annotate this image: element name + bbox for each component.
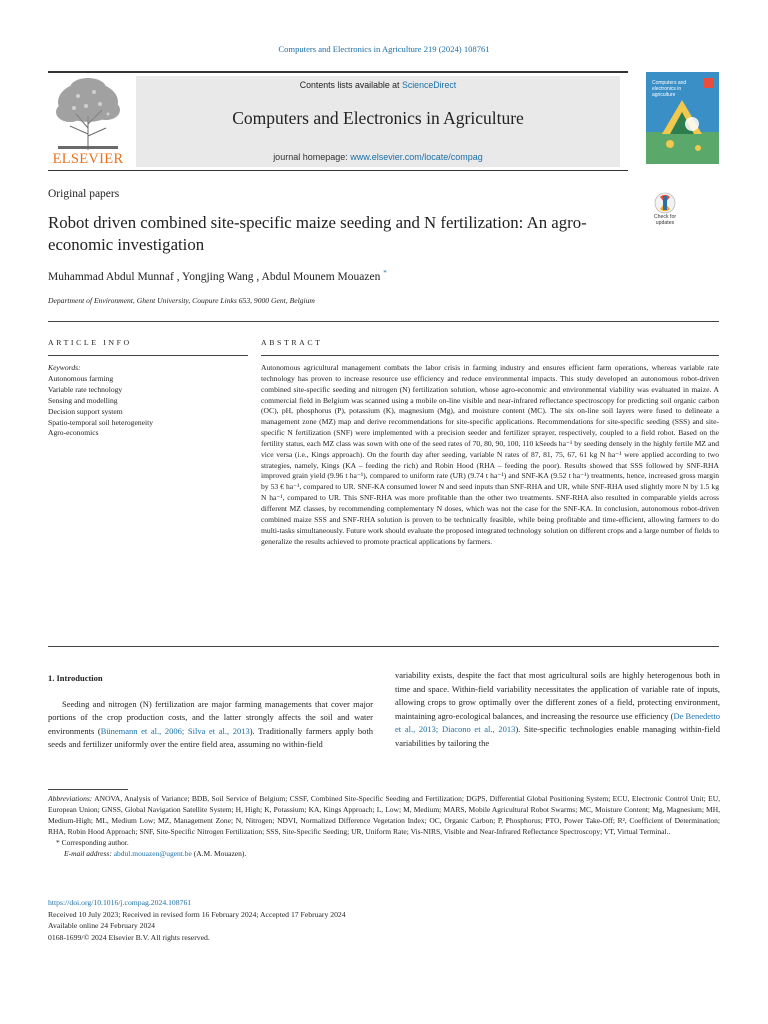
abstract-text: Autonomous agricultural management combats the labor crisis in farming industry and ensures efficient farm operations, whereas variable rate technology has proven to increase resource use efficiency and reduce environmental impacts. This study developed an autonomous robot-driven combined site-specific seeding and nitrogen (N) fertilization solution, whose agro-economic and environmental viability was evaluated in maize. A commercial field in Belgium was scanned using a mobile on-line visible and near-infrared reflectance spectroscopy for predicting soil organic carbon (OC), pH, phosphorus (P), potassium (K), magnesium (Mg), and moisture content (MC). The six on-line soil layers were fused to delineate a management zone (MZ) map and derive recommendations for site-specific applications. Recommendations for site-specific seeding (SSS) and site-specific N fertilization (SNF) were implemented with a precision seeder and fertilizer sprayer, respectively, coupled to a field robot. Based on the fertility status, each MZ class was sown with one of the seed rates of 70, 80, 90, 100, 110 kSeeds ha⁻¹ by seeding densely in the highly fertile MZ and vice versa (i.e., Kings approach). On the fourth day after seeding, variable N rates of 87, 81, 75, 67, 61 kg N ha⁻¹ were applied according to two strategies, namely, Kings (KA – feeding the rich) and Robin Hood (RHA – feeding the poor). Results showed that SSS followed by SNF-RHA improved grain yield (9.96 t ha⁻¹), compared to uniform rate (UR) (9.74 t ha⁻¹) and SNF-KA (9.52 t ha⁻¹) treatments, hence, increased gross margin by 53 € ha⁻¹, compared to UR. SNF-KA consumed lower N and seed inputs than SNF-RHA and UR, while SNF-RHA used slightly more N by 1.5 kg N ha⁻¹, compared to UR. This SNF-RHA was more profitable than the other two treatments. SNF-RHA also resulted in comparable yields across different MZ classes, by recommending complementary N doses, which was not the case for the SNF-KA. In conclusion, autonomous robot-driven combined maize SSS and SNF-RHA solution is proven to be technically feasible, while being profitable and time-efficient, allowing farmers to do multi-tasks simultaneously. Future work should evaluate the proposed integrated technology solution on different crops and a large number of fields to generalize the results achieved to promote practical applications by farmers. [261, 363, 719, 546]
corresponding-mark[interactable]: * [383, 269, 387, 277]
footnotes [48, 793, 720, 859]
affiliation: Department of Environment, Ghent University, Coupure Links 653, 9000 Gent, Belgium [48, 296, 315, 305]
homepage-link[interactable]: www.elsevier.com/locate/compag [350, 152, 483, 162]
intro-paragraph [395, 669, 720, 750]
author-list [48, 269, 387, 283]
elsevier-wordmark: ELSEVIER [52, 151, 124, 167]
abbreviations-text: ANOVA, Analysis of Variance; BDB, Soil Service of Belgium; CSSF, Combined Site-Specific Seeding and Fertilization; DGPS, Differential Global Positioning System; ECU, Electronic Control Unit; EU, European Union; GNSS, Global Navigation Satellite System; H, High; K, Potassium; KA, Kings Approach; L, Low; M, Medium; MARS, Mobile Agricultural Robot Swarms; MC, Moisture Content; Mg, Magnesium; MH, Medium-High; ML, Medium Low; MZ, Management Zone; N, Nitrogen; NDVI, Normalized Difference Vegetation Index; OC, Organic Carbon; P, Phosphorus; PTO, Power Take-Off; R², Coefficient of Determination; RHA, Robin Hood Approach; SNF, Site-Specific Nitrogen Fertilization; SSS, Site-Specific Seeding; UR, Uniform Rate; Vis-NIRS, Visible and Near-Infrared Reflectance Spectroscopy; VT, Virtual Terminal.. [48, 794, 720, 836]
intro-heading: 1. Introduction [48, 673, 103, 683]
cover-title: Computers and electronics in agriculture [652, 80, 687, 98]
intro-column-right [395, 669, 720, 750]
paper-title: Robot driven combined site-specific maize seeding and N fertilization: An agro-economic investigation [48, 213, 587, 254]
available-online: Available online 24 February 2024 [48, 921, 156, 930]
elsevier-logo[interactable] [48, 76, 128, 168]
keyword-item: Agro-economics [48, 428, 99, 438]
journal-cover-image[interactable] [646, 72, 719, 164]
homepage-prefix: journal homepage: [273, 152, 351, 162]
cover-artwork-icon [646, 72, 719, 164]
keywords-label: Keywords: [48, 363, 81, 372]
keyword-item: Sensing and modelling [48, 395, 118, 405]
intro-text: ). Site-specific technologies enable managing within-field variabilities by tailoring the [395, 724, 720, 748]
homepage-line [136, 152, 620, 162]
citation-link[interactable]: De Benedetto et al., 2013; Diacono et al., 2013 [395, 710, 720, 734]
abstract-bottom-rule [48, 646, 719, 647]
keywords-block [48, 363, 248, 439]
doi-link[interactable]: https://doi.org/10.1016/j.compag.2024.108761 [48, 898, 192, 907]
email-suffix: (A.M. Mouazen). [191, 849, 247, 858]
contents-line [136, 80, 620, 90]
journal-title: Computers and Electronics in Agriculture [232, 108, 524, 128]
citation-link[interactable]: Bünemann et al., 2006; Silva et al., 2013 [100, 725, 250, 736]
keyword-item: Decision support system [48, 406, 123, 416]
crossmark-icon [650, 192, 680, 214]
authors-text[interactable]: Muhammad Abdul Munnaf , Yongjing Wang , Abdul Mounem Mouazen [48, 270, 381, 283]
elsevier-tree-icon [48, 76, 128, 152]
keyword-item: Variable rate technology [48, 384, 123, 394]
crossmark-badge[interactable] [650, 192, 680, 232]
info-heading-rule [48, 355, 248, 356]
footnote-rule [48, 789, 128, 790]
received-dates: Received 10 July 2023; Received in revised form 16 February 2024; Accepted 17 February 2024 [48, 909, 346, 919]
contents-prefix: Contents lists available at [299, 80, 402, 90]
intro-paragraph [48, 698, 373, 752]
crossmark-label: Check for updates [653, 214, 677, 226]
intro-column-left [48, 672, 373, 752]
publication-info [48, 897, 346, 943]
email-label: E-mail address: [64, 849, 112, 858]
keyword-item: Autonomous farming [48, 373, 114, 383]
article-type: Original papers [48, 188, 120, 200]
intro-text: variability exists, despite the fact that most agricultural soils are highly heterogenous both in time and space. Within-field variability necessitates the application of variable rate of inputs, allowing crops to grow optimally over the different zones of a field, protecting environment, maintaining agro-ecological balances, and increasing the resource use efficiency ( [395, 670, 720, 721]
abstract-heading: ABSTRACT [261, 338, 323, 347]
abstract-heading-rule [261, 355, 719, 356]
running-head[interactable]: Computers and Electronics in Agriculture 219 (2024) 108761 [278, 44, 490, 54]
journal-banner [136, 76, 620, 167]
corresponding-footnote: * Corresponding author. [56, 838, 129, 847]
abbreviations-footnote [48, 793, 720, 837]
copyright: 0168-1699/© 2024 Elsevier B.V. All rights reserved. [48, 932, 210, 942]
article-info-heading: ARTICLE INFO [48, 338, 132, 347]
abbreviations-label: Abbreviations: [48, 794, 93, 803]
info-top-rule [48, 321, 719, 322]
sciencedirect-link[interactable]: ScienceDirect [401, 80, 457, 90]
intro-text: ). Traditionally farmers apply both seeds and fertilizer uniformly over the entire field area, assuming no within-field [48, 725, 373, 749]
banner-bottom-rule [48, 170, 628, 171]
email-footnote [48, 848, 720, 859]
email-link[interactable]: abdul.mouazen@ugent.be [113, 849, 192, 858]
intro-text: Seeding and nitrogen (N) fertilization are major farming managements that cover major portions of the crop production costs, and the latter strongly affects the soil and water environments ( [48, 698, 373, 736]
banner-top-rule [48, 71, 628, 73]
keyword-item: Spatio-temporal soil heterogeneity [48, 417, 154, 427]
